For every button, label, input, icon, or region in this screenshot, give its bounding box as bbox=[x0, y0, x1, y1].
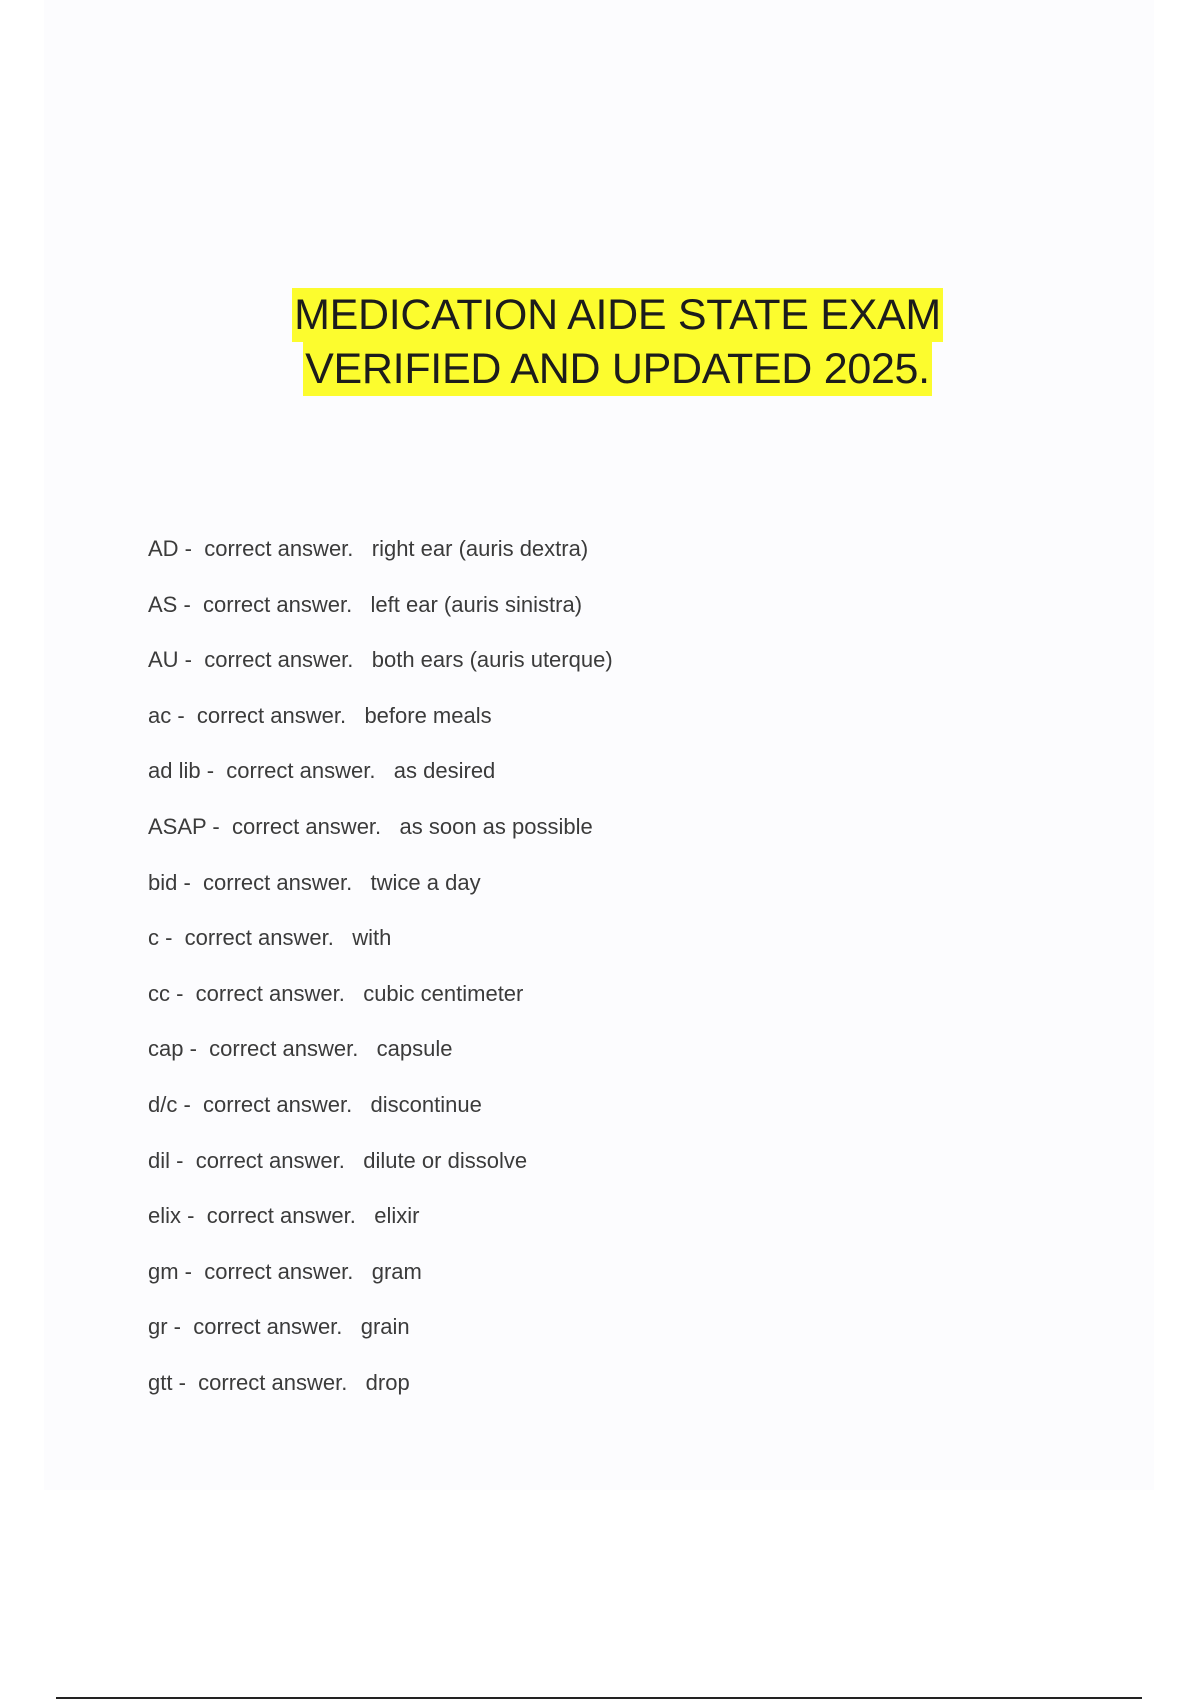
entry-definition: as soon as possible bbox=[399, 813, 593, 839]
list-item: ad lib - correct answer. as desired bbox=[148, 758, 496, 784]
list-item: gtt - correct answer. drop bbox=[148, 1369, 410, 1395]
entry-answer-label: correct answer. bbox=[206, 1203, 356, 1229]
bottom-divider bbox=[56, 1697, 1142, 1699]
entry-definition: before meals bbox=[364, 702, 492, 728]
entry-term: elix bbox=[148, 1203, 182, 1229]
entry-definition: twice a day bbox=[370, 869, 481, 895]
abbreviation-list bbox=[148, 532, 613, 1422]
list-item: gr - correct answer. grain bbox=[148, 1314, 410, 1340]
entry-answer-label: correct answer. bbox=[196, 702, 347, 728]
entry-definition: dilute or dissolve bbox=[363, 1147, 528, 1173]
entry-answer-label: correct answer. bbox=[203, 869, 353, 895]
list-item: AD - correct answer. right ear (auris dextra) bbox=[148, 536, 589, 561]
list-item: gm - correct answer. gram bbox=[148, 1258, 422, 1284]
list-item: cap - correct answer. capsule bbox=[148, 1036, 453, 1062]
entry-answer-label: correct answer. bbox=[226, 758, 376, 784]
entry-answer-label: correct answer. bbox=[204, 1258, 354, 1284]
entry-definition: with bbox=[352, 925, 392, 951]
entry-answer-label: correct answer. bbox=[204, 536, 354, 561]
entry-term: gm bbox=[148, 1258, 179, 1284]
entry-answer-label: correct answer. bbox=[195, 1147, 345, 1173]
title-line-2: VERIFIED AND UPDATED 2025. bbox=[303, 342, 932, 396]
list-item: c - correct answer. with bbox=[148, 925, 392, 951]
entry-definition: discontinue bbox=[370, 1091, 482, 1117]
entry-definition: elixir bbox=[374, 1203, 420, 1229]
entry-answer-label: correct answer. bbox=[193, 1314, 343, 1340]
entry-term: AS bbox=[148, 591, 178, 617]
entry-definition: both ears (auris uterque) bbox=[371, 647, 613, 673]
entry-term: c bbox=[148, 925, 159, 951]
entry-term: dil bbox=[148, 1147, 171, 1173]
list-item: dil - correct answer. dilute or dissolve bbox=[148, 1147, 528, 1173]
list-item: bid - correct answer. twice a day bbox=[148, 869, 481, 895]
entry-answer-label: correct answer. bbox=[203, 591, 353, 617]
entry-term: d/c bbox=[148, 1091, 178, 1117]
list-item: AS - correct answer. left ear (auris sinistra) bbox=[148, 591, 583, 617]
entry-answer-label: correct answer. bbox=[195, 980, 345, 1006]
entry-answer-label: correct answer. bbox=[184, 925, 334, 951]
entry-definition: grain bbox=[360, 1314, 410, 1340]
entry-term: AU bbox=[148, 647, 179, 673]
list-item: d/c - correct answer. discontinue bbox=[148, 1091, 482, 1117]
list-item: ASAP - correct answer. as soon as possible bbox=[148, 813, 593, 839]
entry-answer-label: correct answer. bbox=[231, 813, 382, 839]
title-line-1: MEDICATION AIDE STATE EXAM bbox=[292, 288, 943, 342]
entry-definition: cubic centimeter bbox=[363, 980, 524, 1006]
entry-term: cap bbox=[148, 1036, 184, 1062]
list-item: AU - correct answer. both ears (auris uterque) bbox=[148, 647, 613, 673]
entry-term: cc bbox=[148, 980, 170, 1006]
list-item: elix - correct answer. elixir bbox=[148, 1203, 420, 1229]
entry-answer-label: correct answer. bbox=[198, 1369, 348, 1395]
entry-term: gtt bbox=[148, 1369, 173, 1395]
entry-answer-label: correct answer. bbox=[209, 1036, 359, 1062]
entry-answer-label: correct answer. bbox=[203, 1091, 353, 1117]
document-title bbox=[0, 288, 1200, 396]
entry-definition: gram bbox=[371, 1258, 422, 1284]
entry-definition: left ear (auris sinistra) bbox=[370, 591, 583, 617]
entry-definition: drop bbox=[365, 1369, 410, 1395]
entry-definition: as desired bbox=[393, 758, 496, 784]
list-item: cc - correct answer. cubic centimeter bbox=[148, 980, 524, 1006]
entry-answer-label: correct answer. bbox=[204, 647, 354, 673]
entry-term: gr bbox=[148, 1314, 168, 1340]
entry-definition: capsule bbox=[376, 1036, 453, 1062]
entry-term: ad lib bbox=[148, 758, 201, 784]
entry-term: ac bbox=[148, 702, 172, 728]
entry-term: bid bbox=[148, 869, 178, 895]
entry-definition: right ear (auris dextra) bbox=[371, 536, 589, 561]
entry-term: AD bbox=[148, 536, 179, 561]
entry-term: ASAP bbox=[148, 813, 207, 839]
list-item: ac - correct answer. before meals bbox=[148, 702, 492, 728]
